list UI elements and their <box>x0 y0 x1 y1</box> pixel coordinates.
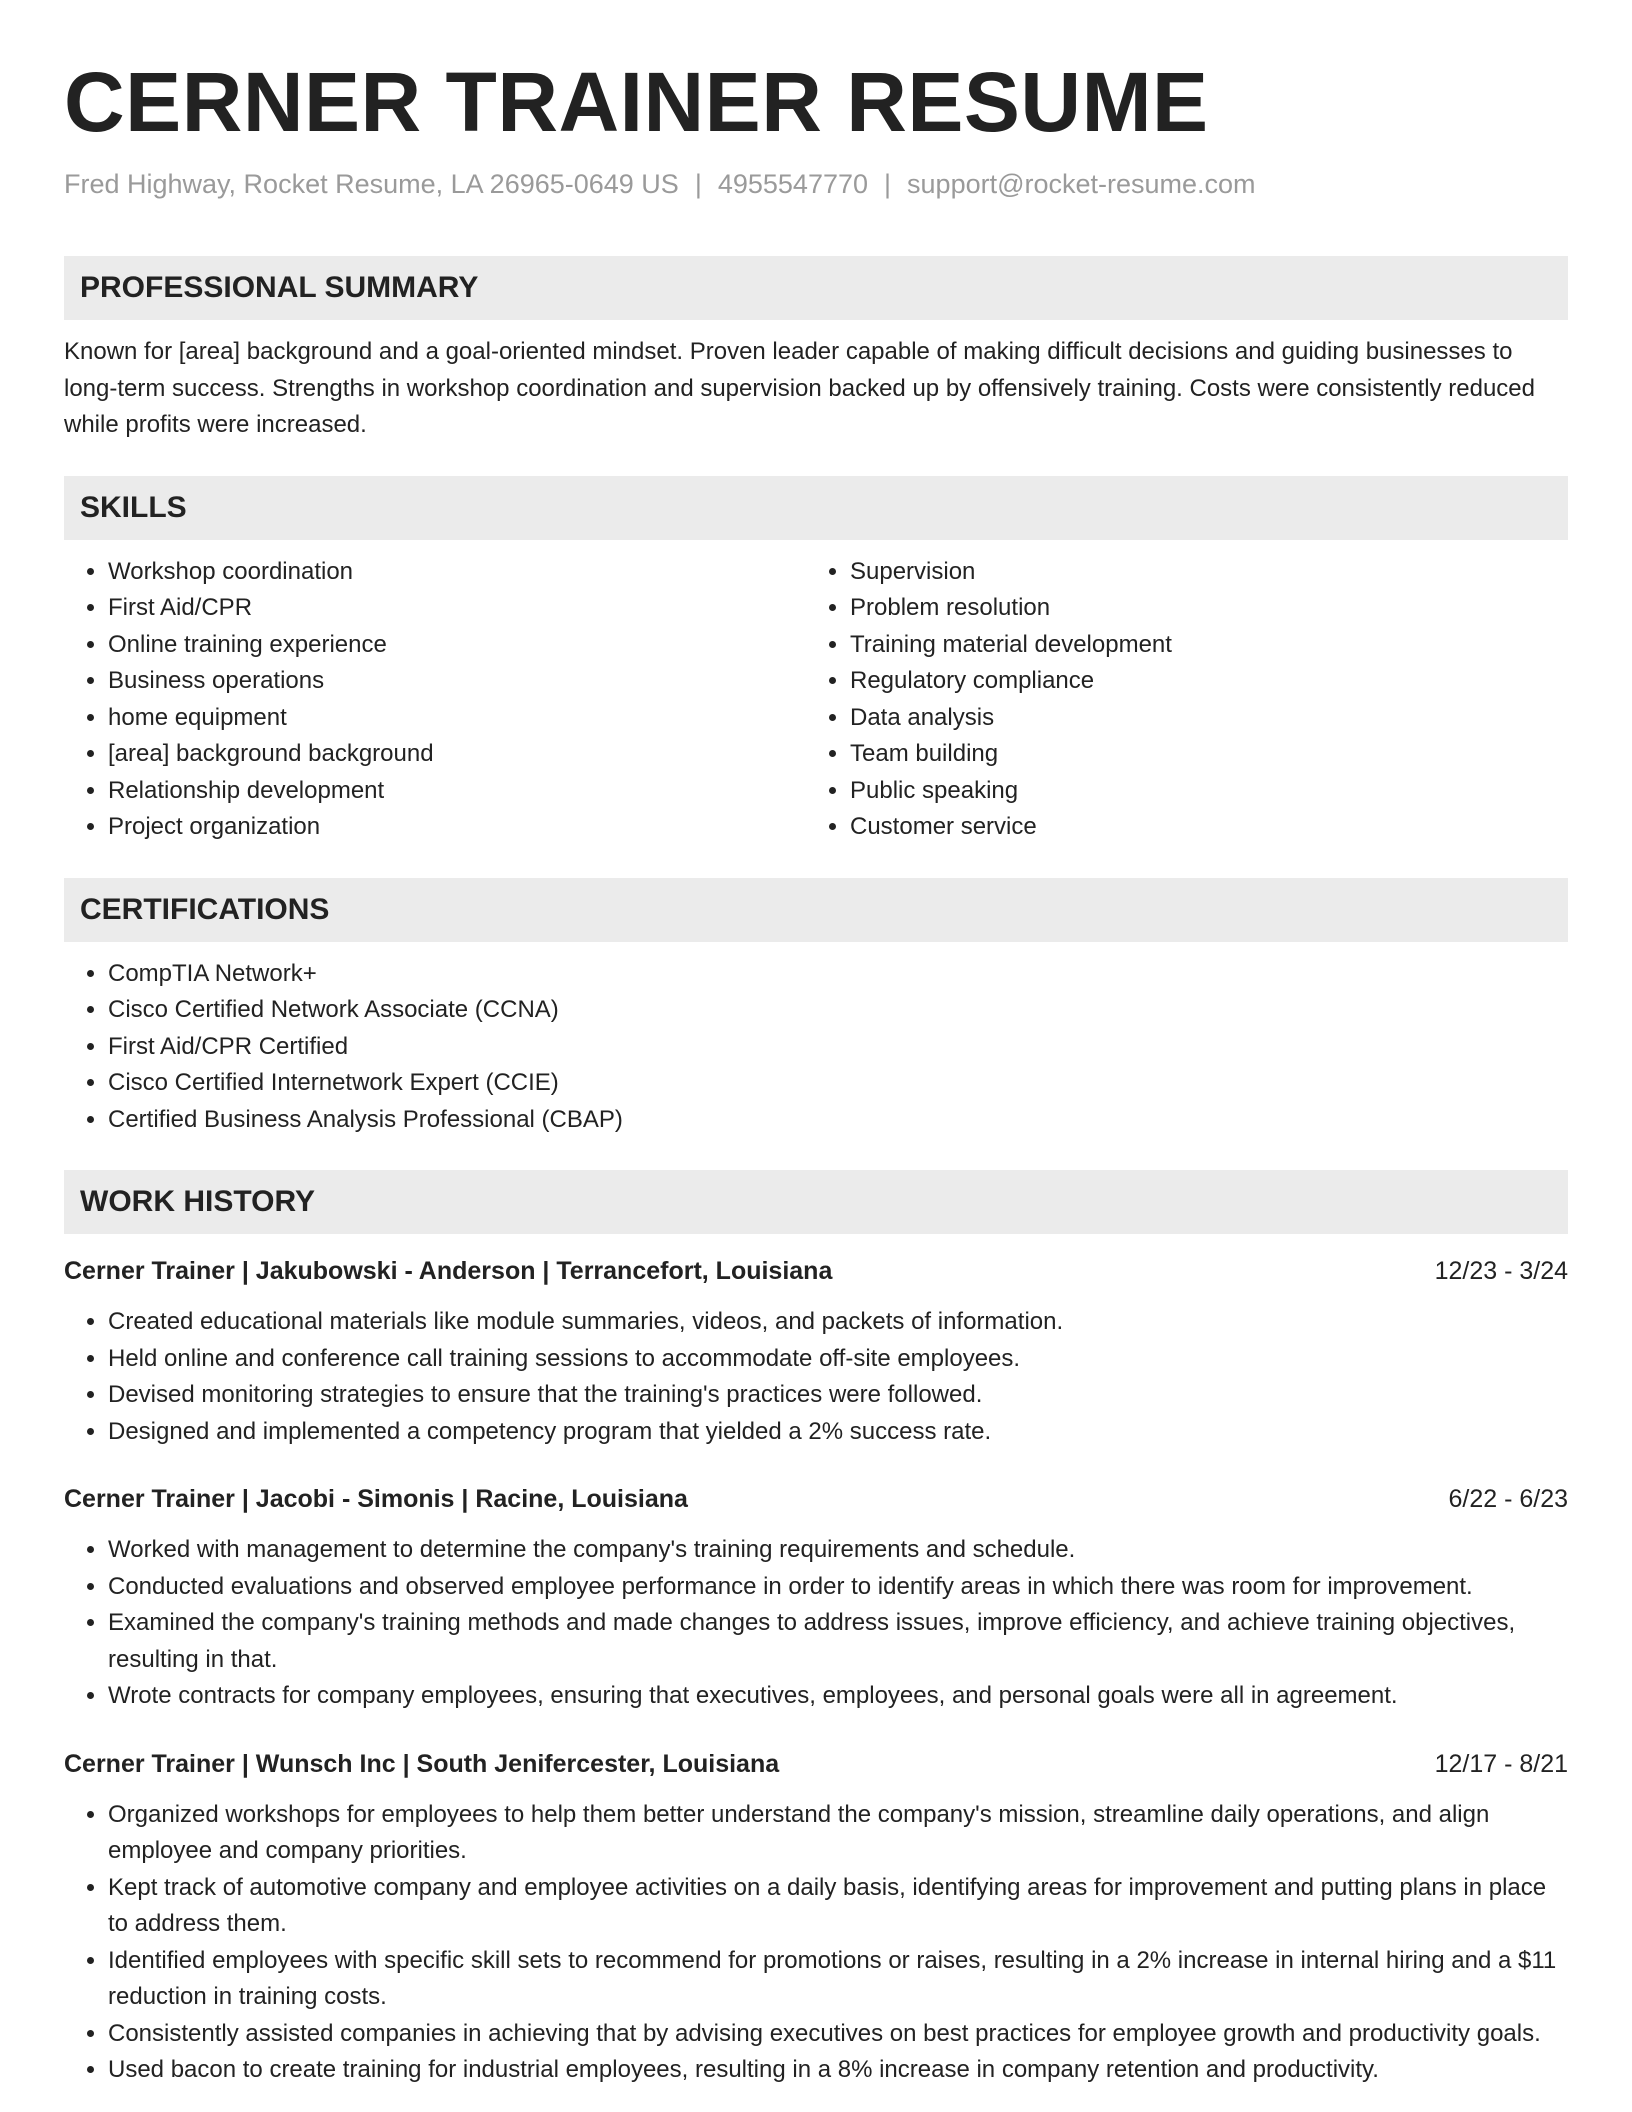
job-bullets <box>64 1304 1568 1450</box>
job-dates: 12/23 - 3/24 <box>1434 1257 1568 1285</box>
skill-item: • Regulatory compliance <box>850 663 1548 700</box>
job-bullet: • Conducted evaluations and observed employee performance in order to identify areas in which there was room for improvement. <box>108 1569 1568 1606</box>
skill-item: • Online training experience <box>108 627 806 664</box>
certification-item: • Cisco Certified Internetwork Expert (CCIE) <box>108 1065 1568 1102</box>
summary-text: Known for [area] background and a goal-oriented mindset. Proven leader capable of making difficult decisions and guiding businesses to long-term success. Strengths in workshop coordination and supervision backed up by offensively training. Costs were consistently reduced while profits were increased. <box>64 338 1535 438</box>
certification-item: • CompTIA Network+ <box>108 956 1568 993</box>
work-history-section <box>64 1170 1568 2089</box>
resume-page <box>64 52 1568 2089</box>
job-entry <box>64 1482 1568 1715</box>
section-heading-work-history: WORK HISTORY <box>64 1170 1568 1234</box>
job-bullet: • Worked with management to determine the company's training requirements and schedule. <box>108 1532 1568 1569</box>
skill-item: • Public speaking <box>850 773 1548 810</box>
job-header <box>64 1482 1568 1516</box>
certifications-section <box>64 878 1568 1139</box>
skill-item: • Business operations <box>108 663 806 700</box>
contact-address: Fred Highway, Rocket Resume, LA 26965-0649 US <box>64 169 679 199</box>
job-bullet: • Kept track of automotive company and employee activities on a daily basis, identifying areas for improvement and putting plans in place to address them. <box>108 1870 1568 1943</box>
job-header <box>64 1254 1568 1288</box>
job-dates: 12/17 - 8/21 <box>1434 1749 1568 1778</box>
certification-item: • Cisco Certified Network Associate (CCNA) <box>108 992 1568 1029</box>
job-bullet: • Examined the company's training methods and made changes to address issues, improve efficiency, and achieve training objectives, resulting in that. <box>108 1605 1568 1678</box>
skill-item: • Project organization <box>108 809 806 846</box>
skills-columns <box>64 540 1568 846</box>
skill-item: • Workshop coordination <box>108 554 806 591</box>
job-bullet: • Consistently assisted companies in achieving that by advising executives on best practices for employee growth and productivity goals. <box>108 2016 1568 2053</box>
contact-email: support@rocket-resume.com <box>907 169 1256 199</box>
job-entry <box>64 1747 1568 2089</box>
skill-item: • [area] background background <box>108 736 806 773</box>
contact-phone: 4955547770 <box>717 169 869 199</box>
job-bullet: • Created educational materials like module summaries, videos, and packets of information. <box>108 1304 1568 1341</box>
contact-separator: | <box>694 169 702 199</box>
certification-item: • First Aid/CPR Certified <box>108 1029 1568 1066</box>
job-bullet: • Devised monitoring strategies to ensure that the training's practices were followed. <box>108 1377 1568 1414</box>
skill-item: • Relationship development <box>108 773 806 810</box>
contact-separator: | <box>884 169 892 199</box>
section-heading-summary: PROFESSIONAL SUMMARY <box>64 256 1568 320</box>
contact-line <box>64 166 1568 202</box>
resume-title: CERNER TRAINER RESUME <box>64 55 1209 149</box>
certifications-list <box>64 956 1568 1139</box>
job-bullet: • Wrote contracts for company employees, ensuring that executives, employees, and personal goals were all in agreement. <box>108 1678 1568 1715</box>
job-title: Cerner Trainer | Wunsch Inc | South Jenifercester, Louisiana <box>64 1749 780 1778</box>
skill-item: • home equipment <box>108 700 806 737</box>
job-bullets <box>64 1532 1568 1715</box>
skill-item: • Supervision <box>850 554 1548 591</box>
job-bullet: • Identified employees with specific skill sets to recommend for promotions or raises, resulting in a 2% increase in internal hiring and a $11 reduction in training costs. <box>108 1943 1568 2016</box>
skill-item: • Problem resolution <box>850 590 1548 627</box>
job-bullets <box>64 1797 1568 2089</box>
job-bullet: • Organized workshops for employees to help them better understand the company's mission, streamline daily operations, and align employee and company priorities. <box>108 1797 1568 1870</box>
skills-section <box>64 476 1568 846</box>
skills-list-left <box>64 554 806 846</box>
skill-item: • Team building <box>850 736 1548 773</box>
skill-item: • Training material development <box>850 627 1548 664</box>
section-heading-skills: SKILLS <box>64 476 1568 540</box>
job-entry <box>64 1254 1568 1450</box>
skill-item: • Customer service <box>850 809 1548 846</box>
summary-section <box>64 256 1568 444</box>
job-title: Cerner Trainer | Jakubowski - Anderson | Terrancefort, Louisiana <box>64 1257 833 1285</box>
section-heading-certifications: CERTIFICATIONS <box>64 878 1568 942</box>
job-bullet: • Designed and implemented a competency program that yielded a 2% success rate. <box>108 1414 1568 1451</box>
skill-item: • First Aid/CPR <box>108 590 806 627</box>
job-bullet: • Used bacon to create training for industrial employees, resulting in a 8% increase in company retention and productivity. <box>108 2052 1568 2089</box>
job-bullet: • Held online and conference call training sessions to accommodate off-site employees. <box>108 1341 1568 1378</box>
certification-item: • Certified Business Analysis Professional (CBAP) <box>108 1102 1568 1139</box>
job-title: Cerner Trainer | Jacobi - Simonis | Racine, Louisiana <box>64 1485 688 1513</box>
skill-item: • Data analysis <box>850 700 1548 737</box>
job-dates: 6/22 - 6/23 <box>1448 1485 1568 1513</box>
skills-list-right <box>806 554 1548 846</box>
job-header <box>64 1747 1568 1781</box>
